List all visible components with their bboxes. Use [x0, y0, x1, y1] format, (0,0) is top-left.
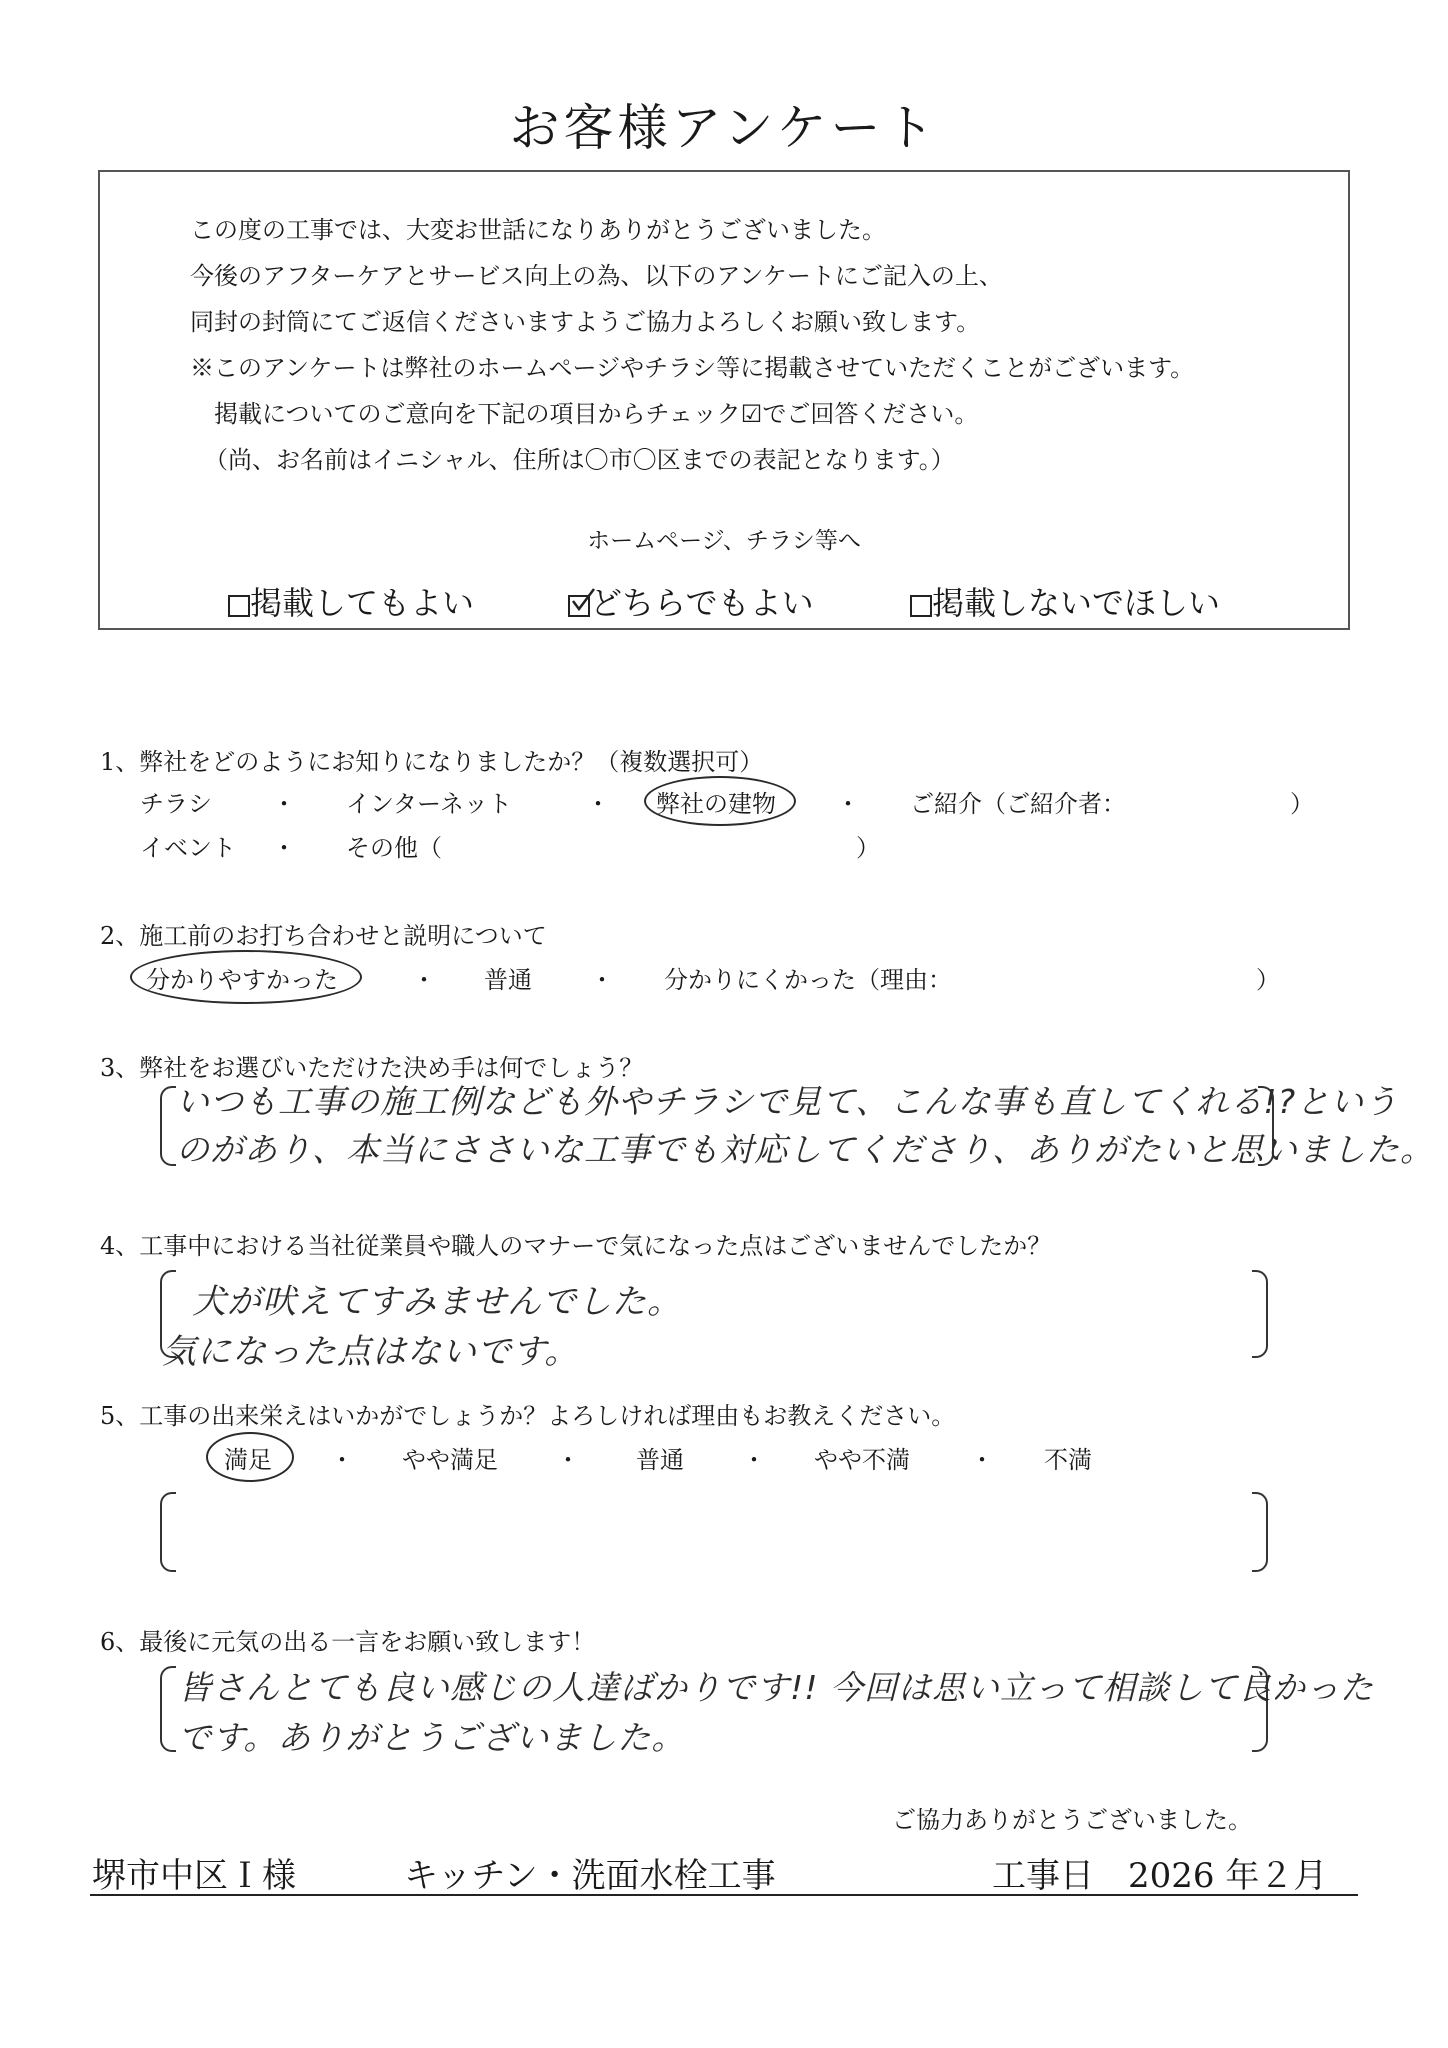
checkbox-icon[interactable]: [910, 595, 932, 617]
answer-bracket-right: [1252, 1492, 1268, 1572]
separator: ・: [556, 1446, 580, 1474]
consent-option-allow[interactable]: [228, 578, 474, 624]
consent-option-label: 掲載してもよい: [250, 584, 475, 622]
q6-answer-line: 皆さんとても良い感じの人達ばかりです!! 今回は思い立って相談して良かった: [178, 1668, 1374, 1707]
q5-option-selected[interactable]: 満足: [224, 1446, 272, 1474]
q1-option[interactable]: インターネット: [346, 790, 512, 818]
footer-date: 工事日 2026 年２月: [992, 1856, 1328, 1896]
close-paren: ）: [856, 834, 880, 862]
footer-underline: [90, 1894, 1358, 1896]
q2-option-selected[interactable]: 分かりやすかった: [146, 966, 338, 994]
thanks-text: ご協力ありがとうございました。: [892, 1806, 1252, 1834]
close-paren: ）: [1290, 790, 1314, 818]
intro-line: 同封の封筒にてご返信くださいますようご協力よろしくお願い致します。: [190, 308, 981, 336]
q4-answer-line: 気になった点はないです。: [162, 1332, 580, 1372]
q2-text: 2、施工前のお打ち合わせと説明について: [100, 922, 547, 950]
selection-circle: [206, 1432, 294, 1482]
consent-heading: ホームページ、チラシ等へ: [587, 528, 861, 554]
selection-circle: [644, 776, 796, 826]
consent-option-label: 掲載しないでほしい: [932, 584, 1221, 622]
q1-option[interactable]: イベント: [140, 834, 236, 862]
intro-line: この度の工事では、大変お世話になりありがとうございました。: [190, 216, 886, 244]
q3-answer-line: のがあり、本当にささいな工事でも対応してくださり、ありがたいと思いました。: [176, 1130, 1434, 1169]
q1-option-selected[interactable]: 弊社の建物: [656, 790, 776, 818]
q4-answer-line: 犬が吠えてすみませんでした。: [192, 1282, 682, 1322]
answer-bracket-right: [1252, 1270, 1268, 1358]
separator: ・: [836, 790, 860, 818]
intro-line: 今後のアフターケアとサービス向上の為、以下のアンケートにご記入の上、: [190, 262, 1003, 290]
separator: ・: [590, 966, 614, 994]
separator: ・: [586, 790, 610, 818]
q2-option[interactable]: 分かりにくかった（理由：: [664, 966, 952, 994]
close-paren: ）: [1256, 966, 1280, 994]
q5-option[interactable]: やや不満: [814, 1446, 910, 1474]
q5-option[interactable]: 不満: [1044, 1446, 1092, 1474]
q1-option[interactable]: ご紹介（ご紹介者：: [910, 790, 1126, 818]
answer-bracket-left: [160, 1666, 176, 1752]
footer-work: キッチン・洗面水栓工事: [404, 1856, 776, 1896]
checked-checkbox-icon[interactable]: [568, 595, 590, 617]
q1-option[interactable]: チラシ: [140, 790, 212, 818]
answer-bracket-left: [160, 1492, 176, 1572]
q4-text: 4、工事中における当社従業員や職人のマナーで気になった点はございませんでしたか？: [100, 1232, 1052, 1260]
q1-text: 1、弊社をどのようにお知りになりましたか？（複数選択可）: [100, 748, 764, 776]
q5-option[interactable]: やや満足: [402, 1446, 498, 1474]
q6-answer-line: です。ありがとうございました。: [178, 1718, 686, 1757]
footer-customer: 堺市中区Ｉ様: [92, 1856, 296, 1896]
q3-text: 3、弊社をお選びいただけた決め手は何でしょう？: [100, 1054, 644, 1082]
checkbox-icon[interactable]: [228, 595, 250, 617]
separator: ・: [330, 1446, 354, 1474]
separator: ・: [970, 1446, 994, 1474]
q2-option[interactable]: 普通: [484, 966, 532, 994]
separator: ・: [412, 966, 436, 994]
consent-option-deny[interactable]: [910, 578, 1220, 624]
intro-line: （尚、お名前はイニシャル、住所は〇市〇区までの表記となります。）: [204, 446, 955, 474]
consent-option-label: どちらでもよい: [590, 584, 814, 622]
q6-text: 6、最後に元気の出る一言をお願い致します！: [100, 1628, 596, 1656]
separator: ・: [272, 790, 296, 818]
checkmark-icon: [570, 587, 600, 617]
answer-bracket-left: [160, 1086, 176, 1166]
selection-circle: [130, 950, 362, 1004]
q3-answer-line: いつも工事の施工例なども外やチラシで見て、こんな事も直してくれる!?という: [176, 1082, 1399, 1121]
q1-option[interactable]: その他（: [346, 834, 442, 862]
page-title: お客様アンケート: [509, 99, 939, 157]
q5-text: 5、工事の出来栄えはいかがでしょうか？よろしければ理由もお教えください。: [100, 1402, 956, 1430]
consent-option-either[interactable]: [568, 578, 814, 624]
q5-option[interactable]: 普通: [636, 1446, 684, 1474]
intro-line: ※このアンケートは弊社のホームページやチラシ等に掲載させていただくことがございます。: [190, 354, 1195, 382]
separator: ・: [272, 834, 296, 862]
intro-line: 掲載についてのご意向を下記の項目からチェック☑でご回答ください。: [214, 400, 979, 428]
separator: ・: [742, 1446, 766, 1474]
